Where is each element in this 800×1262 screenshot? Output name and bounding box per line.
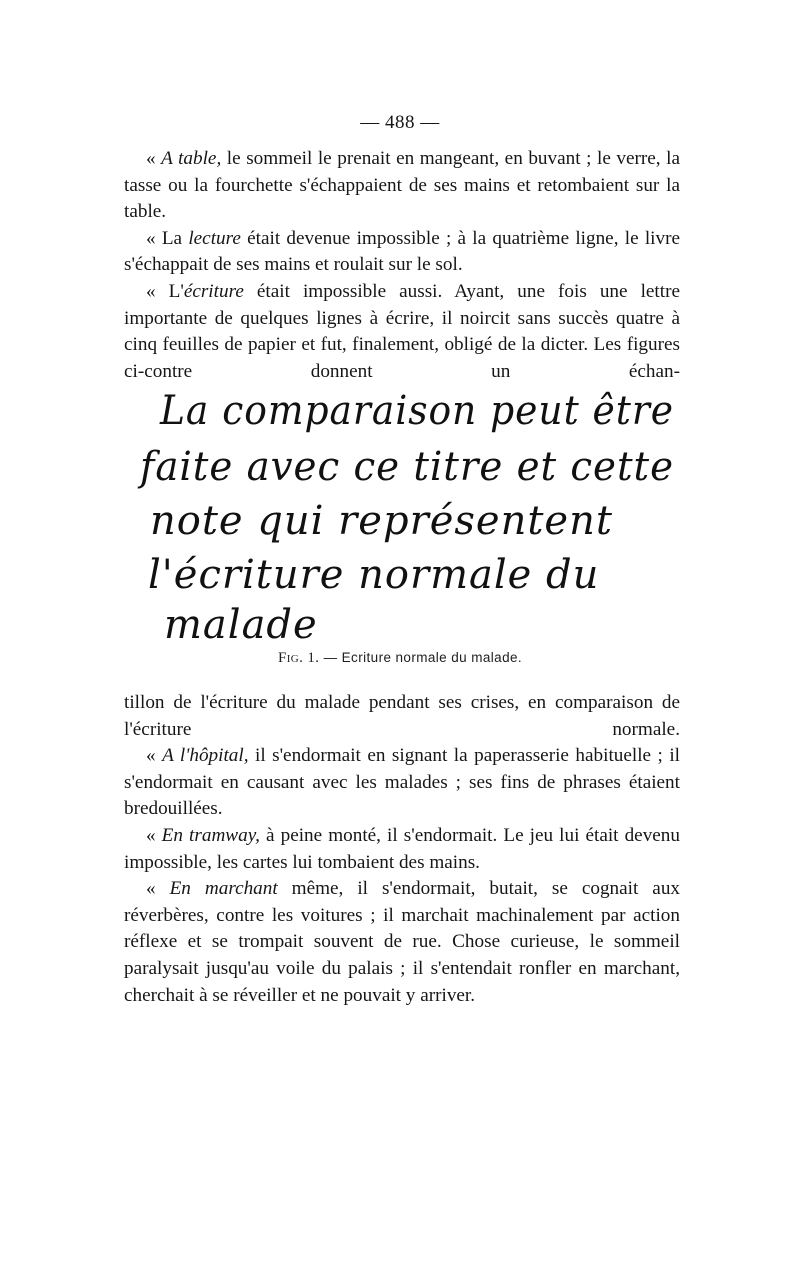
paragraph-ecriture <box>124 279 680 385</box>
handwriting-line-5: malade <box>164 602 318 648</box>
handwriting-figure <box>120 382 680 658</box>
figure-caption-label: Fig. 1. <box>277 650 320 666</box>
paragraph-emphasis: A l'hôpital, <box>162 745 249 767</box>
paragraph-emphasis: En tramway, <box>161 824 260 846</box>
paragraph-text: tillon de l'écriture du malade pendant ses crises, en comparaison de l'écriture normale. <box>124 692 680 740</box>
page-number: — 488 — <box>360 112 440 133</box>
paragraph-text: le sommeil le prenait en mangeant, en buvant ; le verre, la tasse ou la fourchette s'échappaient de ses mains et retombaient sur la table. <box>124 148 680 223</box>
handwriting-line-1: La comparaison peut être <box>159 388 675 434</box>
figure-caption <box>0 650 800 667</box>
paragraph-lead: « <box>146 824 162 846</box>
paragraph-lead: « La <box>146 227 189 249</box>
paragraph-tramway <box>124 823 680 876</box>
paragraph-a-table <box>124 146 680 226</box>
handwriting-sample <box>120 382 680 652</box>
figure-caption-text: — Ecriture normale du malade. <box>319 650 523 665</box>
text-block-top <box>124 146 680 385</box>
paragraph-marchant <box>124 876 680 1009</box>
paragraph-lead: « <box>146 745 163 767</box>
paragraph-lead: « <box>146 878 170 900</box>
paragraph-text: était impossible aussi. Ayant, une fois une lettre importante de quelques lignes à écrire, il noircit sans succès quatre à cinq feuilles de papier et fut, finalement, obligé de la dicter. Les figures ci-contre donnent un échan- <box>124 280 680 382</box>
paragraph-lead: « <box>146 148 162 169</box>
paragraph-text: même, il s'endormait, butait, se cognait aux réverbères, contre les voitures ; il marchait machinalement par action réflexe et se trompait souvent de rue. Chose curieuse, le sommeil paralysait jusqu'au voile du palais ; il s'entendait ronfler en marchant, cherchait à se réveiller et ne pouvait y arriver. <box>124 878 681 1006</box>
paragraph-lead: « L' <box>146 280 184 302</box>
paragraph-emphasis: lecture <box>188 227 241 249</box>
text-block-bottom <box>124 690 680 1009</box>
paragraph-text: à peine monté, il s'endormait. Le jeu lui était devenu impossible, les cartes lui tombaient des mains. <box>124 824 680 873</box>
paragraph-emphasis: écriture <box>183 280 244 302</box>
paragraph-hopital <box>124 743 680 823</box>
paragraph-lecture <box>124 226 680 279</box>
handwriting-line-3: note qui représentent <box>150 498 613 544</box>
handwriting-line-2: faite avec ce titre et cette <box>137 444 674 490</box>
paragraph-text: il s'endormait en signant la paperasserie habituelle ; il s'endormait en causant avec les malades ; ses fins de phrases étaient bredouillées. <box>124 745 680 820</box>
paragraph-echantillon <box>124 690 680 743</box>
paragraph-text: était devenue impossible ; à la quatrième ligne, le livre s'échappait de ses mains et roulait sur le sol. <box>124 227 680 276</box>
paragraph-emphasis: A table, <box>161 148 222 169</box>
handwriting-line-4: l'écriture normale du <box>148 552 600 598</box>
paragraph-emphasis: En marchant <box>169 878 278 900</box>
